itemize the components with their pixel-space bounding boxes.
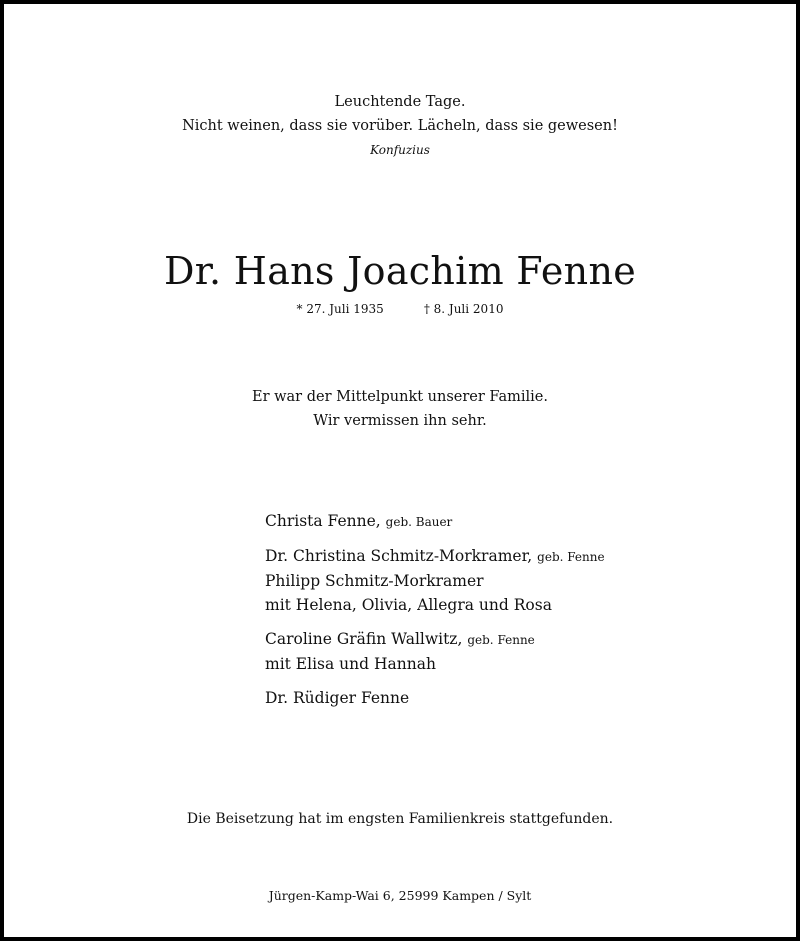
life-dates [4,302,796,316]
message-line-2: Wir vermissen ihn sehr. [313,413,487,429]
maiden-name-note: geb. Bauer [385,515,453,529]
mourner-line [265,627,605,652]
mourner-line [265,569,605,593]
mourner-line [265,509,605,534]
mourner-line [265,544,605,569]
motto-line-1: Leuchtende Tage. [334,94,466,110]
mourner-name: mit Elisa und Hannah [265,655,436,673]
mourner-group [265,686,605,710]
mourner-name: Christa Fenne, [265,512,381,530]
birth-date: * 27. Juli 1935 [296,302,384,316]
maiden-name-note: geb. Fenne [467,633,535,647]
mourner-group [265,544,605,617]
mourner-line [265,593,605,617]
mourner-line [265,686,605,710]
mourner-line [265,652,605,676]
mourner-name: Caroline Gräfin Wallwitz, [265,630,463,648]
motto-line-2: Nicht weinen, dass sie vorüber. Lächeln, dass sie gewesen! [182,118,618,134]
mourner-name: Dr. Christina Schmitz-Morkramer, [265,547,533,565]
burial-note: Die Beisetzung hat im engsten Familienkreis stattgefunden. [186,811,614,827]
mourner-group [265,627,605,676]
mourner-name: Philipp Schmitz-Morkramer [265,572,484,590]
death-date: † 8. Juli 2010 [423,302,504,316]
mourner-name: Dr. Rüdiger Fenne [265,689,410,707]
maiden-name-note: geb. Fenne [537,550,605,564]
motto-author: Konfuzius [370,143,430,157]
mourner-group [265,509,605,534]
address: Jürgen-Kamp-Wai 6, 25999 Kampen / Sylt [268,888,532,903]
deceased-name: Dr. Hans Joachim Fenne [163,249,637,293]
mourners-list [265,509,605,720]
mourner-name: mit Helena, Olivia, Allegra und Rosa [265,596,552,614]
message-line-1: Er war der Mittelpunkt unserer Familie. [252,389,548,405]
